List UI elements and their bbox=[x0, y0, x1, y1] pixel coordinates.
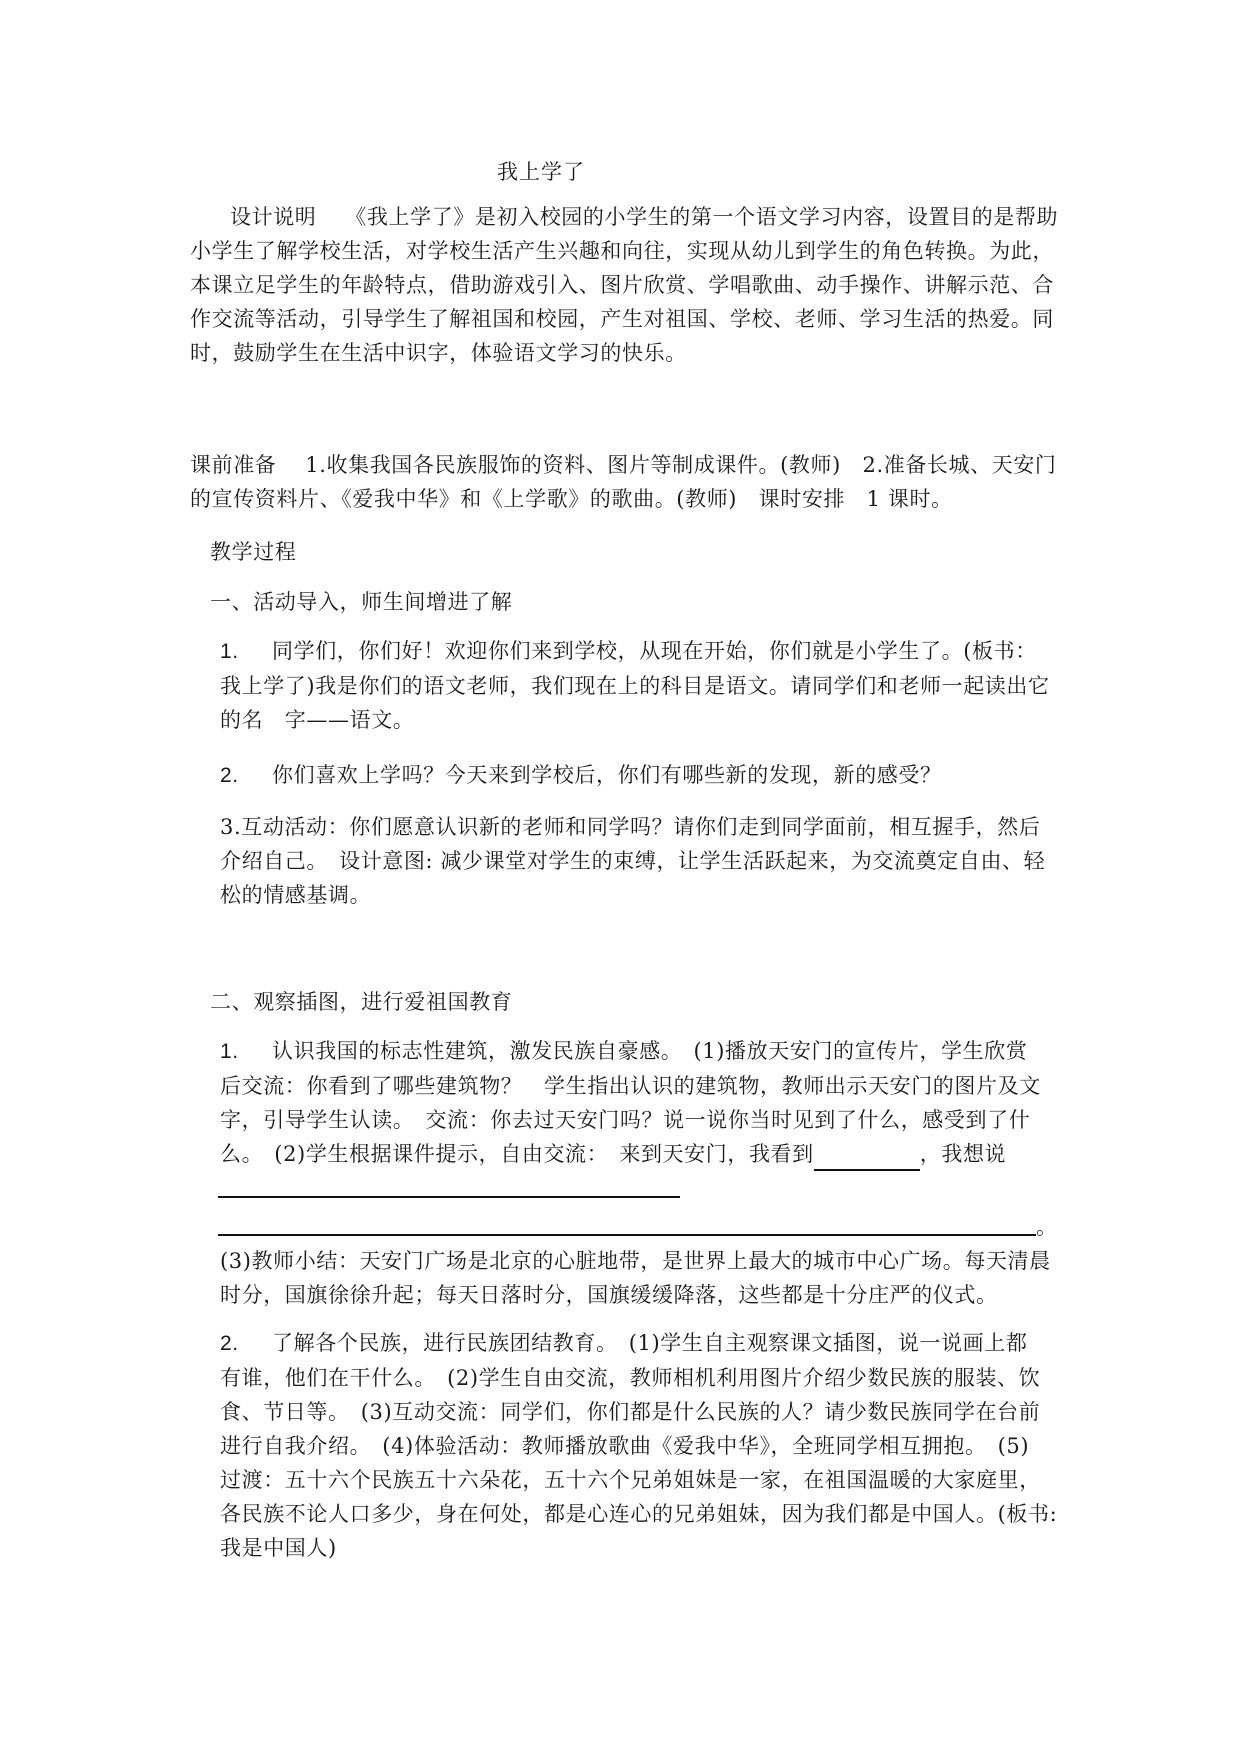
design-line: 本课立足学生的年龄特点，借助游戏引入、图片欣赏、学唱歌曲、动手操作、讲解示范、合 bbox=[190, 273, 1054, 297]
item-text: 么。 (2)学生根据课件提示，自由交流： 来到天安门，我看到 bbox=[220, 1142, 814, 1166]
item-line: 时分，国旗徐徐升起；每天日落时分，国旗缓缓降落，这些都是十分庄严的仪式。 bbox=[220, 1283, 998, 1307]
item-line: 字，引导学生认读。 交流：你去过天安门吗？说一说你当时见到了什么，感受到了什 bbox=[220, 1108, 1031, 1132]
design-line: 作交流等活动，引导学生了解祖国和校园，产生对祖国、学校、老师、学习生活的热爱。同 bbox=[190, 307, 1054, 331]
item-line: 我是中国人) bbox=[220, 1536, 337, 1560]
item-line: 过渡：五十六个民族五十六朵花，五十六个兄弟姐妹是一家，在祖国温暖的大家庭里， bbox=[220, 1468, 1041, 1492]
design-label: 设计说明 bbox=[230, 205, 317, 229]
section1-item2 bbox=[220, 758, 1065, 793]
design-line bbox=[190, 200, 1060, 234]
design-line: 时，鼓励学生在生活中识字，体验语文学习的快乐。 bbox=[190, 341, 687, 365]
item-text: 同学们，你们好！欢迎你们来到学校，从现在开始，你们就是小学生了。(板书： bbox=[272, 639, 1037, 663]
item-line: 介绍自己。 设计意图: 减少课堂对学生的束缚，让学生活跃起来，为交流奠定自由、轻 bbox=[220, 849, 1046, 873]
item-line bbox=[220, 1137, 1065, 1171]
item-line: 3.互动活动：你们愿意认识新的老师和同学吗？请你们走到同学面前，相互握手，然后 bbox=[220, 815, 1041, 839]
design-note bbox=[190, 200, 1060, 370]
item-line bbox=[220, 634, 1065, 669]
item-line: 有谁，他们在干什么。 (2)学生自由交流，教师相机利用图片介绍少数民族的服装、饮 bbox=[220, 1366, 1041, 1390]
item-line: 松的情感基调。 bbox=[220, 883, 372, 907]
item-line bbox=[220, 1034, 1065, 1069]
item-text: ，我想说 bbox=[919, 1142, 1007, 1166]
prep-line: 课前准备 1.收集我国各民族服饰的资料、图片等制成课件。(教师) 2.准备长城、天安门 bbox=[190, 453, 1057, 477]
fill-blank-line[interactable] bbox=[218, 1234, 1036, 1236]
item-number: 2. bbox=[220, 1332, 239, 1355]
lesson-preparation bbox=[190, 448, 1070, 516]
section2-item1 bbox=[220, 1034, 1065, 1171]
fill-blank[interactable] bbox=[814, 1145, 920, 1171]
item-line: 进行自我介绍。 (4)体验活动：教师播放歌曲《爱我中华》，全班同学相互拥抱。 (5) bbox=[220, 1434, 1030, 1458]
fill-blank-line[interactable] bbox=[218, 1196, 680, 1198]
item-line: 的名 字——语文。 bbox=[220, 708, 415, 732]
section1-heading: 一、活动导入，师生间增进了解 bbox=[210, 590, 513, 614]
section2-item2 bbox=[220, 1326, 1065, 1565]
page-title: 我上学了 bbox=[497, 160, 585, 184]
section2-item1-summary bbox=[220, 1244, 1065, 1312]
design-line: 小学生了解学校生活，对学校生活产生兴趣和向往，实现从幼儿到学生的角色转换。为此， bbox=[190, 239, 1054, 263]
item-line: 各民族不论人口多少，身在何处，都是心连心的兄弟姐妹，因为我们都是中国人。(板书: bbox=[220, 1502, 1058, 1526]
section1-item1 bbox=[220, 634, 1065, 737]
item-line bbox=[220, 1326, 1065, 1361]
section1-item3 bbox=[220, 810, 1065, 912]
design-text: 《我上学了》是初入校园的小学生的第一个语文学习内容，设置目的是帮助 bbox=[345, 205, 1059, 229]
section2-heading: 二、观察插图，进行爱祖国教育 bbox=[210, 990, 513, 1014]
end-mark: 。 bbox=[1036, 1215, 1057, 1239]
item-line: (3)教师小结：天安门广场是北京的心脏地带，是世界上最大的城市中心广场。每天清晨 bbox=[220, 1249, 1051, 1273]
item-number: 2. bbox=[220, 764, 239, 787]
item-line bbox=[220, 758, 1065, 793]
item-line: 后交流：你看到了哪些建筑物？ 学生指出认识的建筑物，教师出示天安门的图片及文 bbox=[220, 1074, 1041, 1098]
item-text: 认识我国的标志性建筑，激发民族自豪感。 (1)播放天安门的宣传片，学生欣赏 bbox=[272, 1039, 1028, 1063]
process-heading: 教学过程 bbox=[210, 540, 297, 564]
item-number: 1. bbox=[220, 640, 239, 663]
item-text: 你们喜欢上学吗？今天来到学校后，你们有哪些新的发现，新的感受？ bbox=[272, 763, 942, 787]
prep-line: 的宣传资料片、《爱我中华》和《上学歌》的歌曲。(教师) 课时安排 1 课时。 bbox=[190, 487, 953, 511]
item-line: 我上学了)我是你们的语文老师，我们现在上的科目是语文。请同学们和老师一起读出它 bbox=[220, 674, 1050, 698]
item-line: 食、节日等。 (3)互动交流：同学们，你们都是什么民族的人？请少数民族同学在台前 bbox=[220, 1400, 1041, 1424]
item-number: 1. bbox=[220, 1040, 239, 1063]
item-text: 了解各个民族，进行民族团结教育。 (1)学生自主观察课文插图，说一说画上都 bbox=[272, 1331, 1028, 1355]
